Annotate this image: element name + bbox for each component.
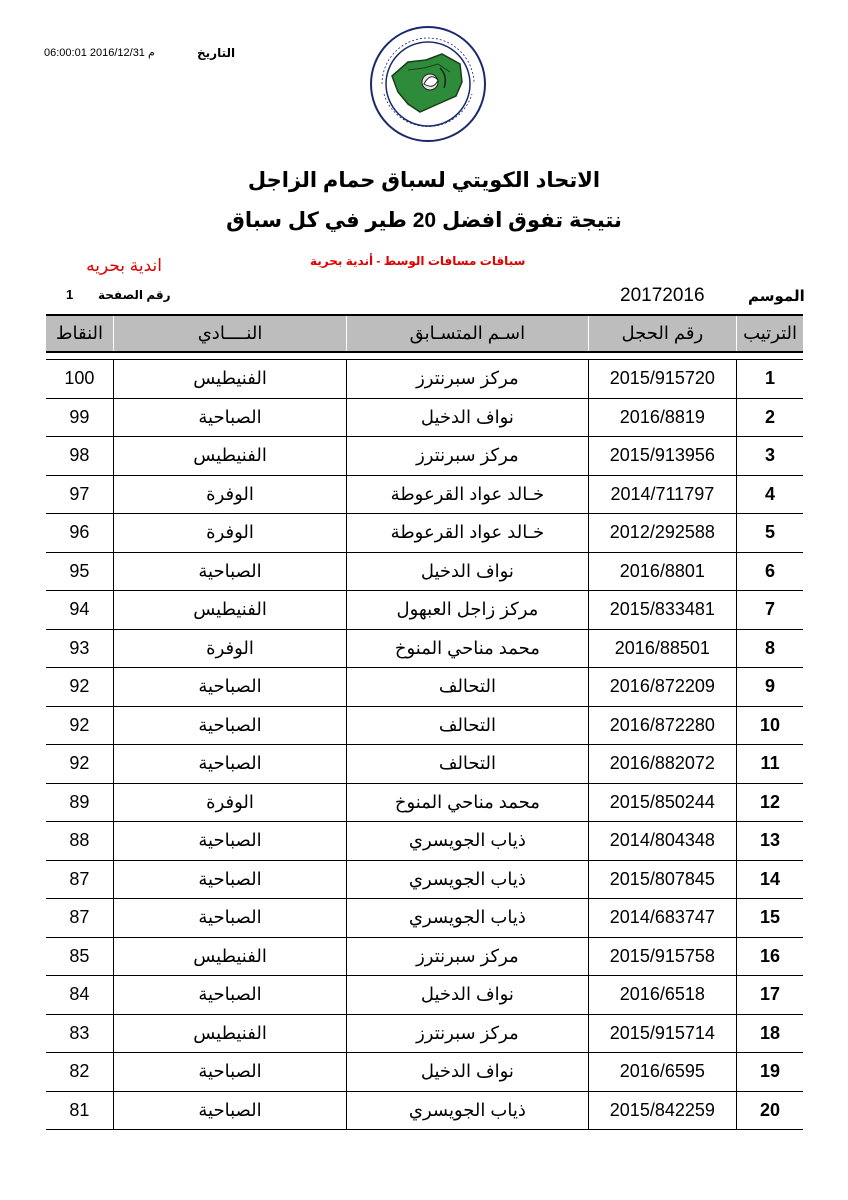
cell-club: الوفرة <box>113 514 346 553</box>
cell-ring: 2016/872209 <box>588 668 737 707</box>
table-header-row <box>46 315 803 352</box>
cell-ring: 2016/882072 <box>588 745 737 784</box>
table-row <box>46 822 803 861</box>
cell-club: الفنيطيس <box>113 591 346 630</box>
table-row <box>46 552 803 591</box>
cell-points: 92 <box>46 706 113 745</box>
table-row <box>46 360 803 399</box>
table-row <box>46 783 803 822</box>
cell-club: الفنيطيس <box>113 937 346 976</box>
report-title: نتيجة تفوق افضل 20 طير في كل سباق <box>226 209 622 232</box>
cell-ring: 2016/6595 <box>588 1053 737 1092</box>
cell-points: 92 <box>46 668 113 707</box>
cell-name: التحالف <box>347 745 588 784</box>
cell-ring: 2016/872280 <box>588 706 737 745</box>
cell-club: الصباحية <box>113 398 346 437</box>
cell-ring: 2015/915714 <box>588 1014 737 1053</box>
cell-points: 97 <box>46 475 113 514</box>
cell-points: 83 <box>46 1014 113 1053</box>
cell-points: 82 <box>46 1053 113 1092</box>
cell-rank: 7 <box>737 591 803 630</box>
cell-name: مركز سبرنترز <box>347 437 588 476</box>
page-number-value: 1 <box>66 287 74 302</box>
table-row <box>46 475 803 514</box>
cell-club: الفنيطيس <box>113 1014 346 1053</box>
cell-ring: 2014/804348 <box>588 822 737 861</box>
cell-club: الصباحية <box>113 899 346 938</box>
cell-name: محمد مناحي المنوخ <box>347 629 588 668</box>
table-row <box>46 591 803 630</box>
cell-name: خـالد عواد القرعوطة <box>347 514 588 553</box>
cell-points: 85 <box>46 937 113 976</box>
cell-ring: 2012/292588 <box>588 514 737 553</box>
cell-name: ذياب الجويسري <box>347 1091 588 1130</box>
cell-rank: 17 <box>737 976 803 1015</box>
cell-ring: 2015/833481 <box>588 591 737 630</box>
table-row <box>46 899 803 938</box>
season-label: الموسم <box>748 288 805 305</box>
cell-name: مركز سبرنترز <box>347 937 588 976</box>
table-row <box>46 1091 803 1130</box>
header-ring: رقم الحجل <box>588 315 737 352</box>
table-row <box>46 976 803 1015</box>
cell-rank: 18 <box>737 1014 803 1053</box>
cell-ring: 2014/711797 <box>588 475 737 514</box>
cell-ring: 2015/915758 <box>588 937 737 976</box>
cell-club: الوفرة <box>113 475 346 514</box>
cell-rank: 14 <box>737 860 803 899</box>
cell-ring: 2015/807845 <box>588 860 737 899</box>
cell-club: الصباحية <box>113 668 346 707</box>
header-club: النــــادي <box>113 315 346 352</box>
cell-ring: 2016/8819 <box>588 398 737 437</box>
cell-points: 87 <box>46 899 113 938</box>
cell-name: مركز زاجل العبهول <box>347 591 588 630</box>
cell-name: نواف الدخيل <box>347 976 588 1015</box>
table-spacer-row <box>46 352 803 360</box>
cell-club: الوفرة <box>113 629 346 668</box>
table-row <box>46 745 803 784</box>
cell-ring: 2015/842259 <box>588 1091 737 1130</box>
cell-rank: 6 <box>737 552 803 591</box>
cell-name: ذياب الجويسري <box>347 899 588 938</box>
cell-club: الصباحية <box>113 976 346 1015</box>
table-row <box>46 668 803 707</box>
cell-points: 89 <box>46 783 113 822</box>
cell-rank: 5 <box>737 514 803 553</box>
table-row <box>46 937 803 976</box>
season-value: 20172016 <box>620 285 705 306</box>
cell-points: 95 <box>46 552 113 591</box>
table-row <box>46 398 803 437</box>
cell-rank: 1 <box>737 360 803 399</box>
cell-ring: 2016/88501 <box>588 629 737 668</box>
cell-rank: 9 <box>737 668 803 707</box>
category-label: اندية بحريه <box>86 256 162 275</box>
cell-rank: 12 <box>737 783 803 822</box>
cell-ring: 2014/683747 <box>588 899 737 938</box>
cell-rank: 11 <box>737 745 803 784</box>
table-row <box>46 437 803 476</box>
cell-points: 81 <box>46 1091 113 1130</box>
header-name: اسـم المتسـابق <box>347 315 588 352</box>
cell-name: خـالد عواد القرعوطة <box>347 475 588 514</box>
cell-name: التحالف <box>347 706 588 745</box>
race-type-label: سباقات مسافات الوسط - أندية بحرية <box>310 254 526 268</box>
cell-points: 99 <box>46 398 113 437</box>
cell-rank: 4 <box>737 475 803 514</box>
cell-ring: 2015/915720 <box>588 360 737 399</box>
federation-logo-icon <box>368 24 488 144</box>
cell-name: ذياب الجويسري <box>347 822 588 861</box>
date-label: التاريخ <box>197 46 236 60</box>
cell-club: الصباحية <box>113 1091 346 1130</box>
cell-rank: 20 <box>737 1091 803 1130</box>
cell-club: الصباحية <box>113 860 346 899</box>
cell-rank: 8 <box>737 629 803 668</box>
cell-points: 94 <box>46 591 113 630</box>
cell-ring: 2015/850244 <box>588 783 737 822</box>
cell-rank: 19 <box>737 1053 803 1092</box>
cell-points: 84 <box>46 976 113 1015</box>
table-row <box>46 860 803 899</box>
cell-points: 88 <box>46 822 113 861</box>
cell-points: 96 <box>46 514 113 553</box>
cell-name: نواف الدخيل <box>347 398 588 437</box>
cell-name: التحالف <box>347 668 588 707</box>
cell-club: الفنيطيس <box>113 437 346 476</box>
cell-ring: 2016/8801 <box>588 552 737 591</box>
cell-club: الصباحية <box>113 706 346 745</box>
table-row <box>46 1014 803 1053</box>
results-table <box>46 314 803 1130</box>
cell-name: ذياب الجويسري <box>347 860 588 899</box>
cell-points: 100 <box>46 360 113 399</box>
cell-rank: 16 <box>737 937 803 976</box>
table-row <box>46 1053 803 1092</box>
cell-club: الوفرة <box>113 783 346 822</box>
cell-club: الصباحية <box>113 822 346 861</box>
cell-name: مركز سبرنترز <box>347 1014 588 1053</box>
cell-points: 87 <box>46 860 113 899</box>
cell-club: الصباحية <box>113 1053 346 1092</box>
cell-points: 92 <box>46 745 113 784</box>
cell-club: الصباحية <box>113 745 346 784</box>
table-row <box>46 629 803 668</box>
table-row <box>46 706 803 745</box>
cell-rank: 15 <box>737 899 803 938</box>
cell-name: نواف الدخيل <box>347 552 588 591</box>
cell-ring: 2015/913956 <box>588 437 737 476</box>
cell-name: محمد مناحي المنوخ <box>347 783 588 822</box>
cell-rank: 13 <box>737 822 803 861</box>
table-row <box>46 514 803 553</box>
cell-name: مركز سبرنترز <box>347 360 588 399</box>
cell-points: 93 <box>46 629 113 668</box>
cell-rank: 3 <box>737 437 803 476</box>
cell-points: 98 <box>46 437 113 476</box>
cell-name: نواف الدخيل <box>347 1053 588 1092</box>
cell-rank: 2 <box>737 398 803 437</box>
cell-club: الفنيطيس <box>113 360 346 399</box>
federation-title: الاتحاد الكويتي لسباق حمام الزاجل <box>247 169 601 192</box>
cell-ring: 2016/6518 <box>588 976 737 1015</box>
header-rank: الترتيب <box>737 315 803 352</box>
page-number-label: رقم الصفحة <box>98 288 171 302</box>
cell-rank: 10 <box>737 706 803 745</box>
header-points: النقاط <box>46 315 113 352</box>
date-value: 06:00:01 2016/12/31 م <box>44 47 155 59</box>
cell-club: الصباحية <box>113 552 346 591</box>
